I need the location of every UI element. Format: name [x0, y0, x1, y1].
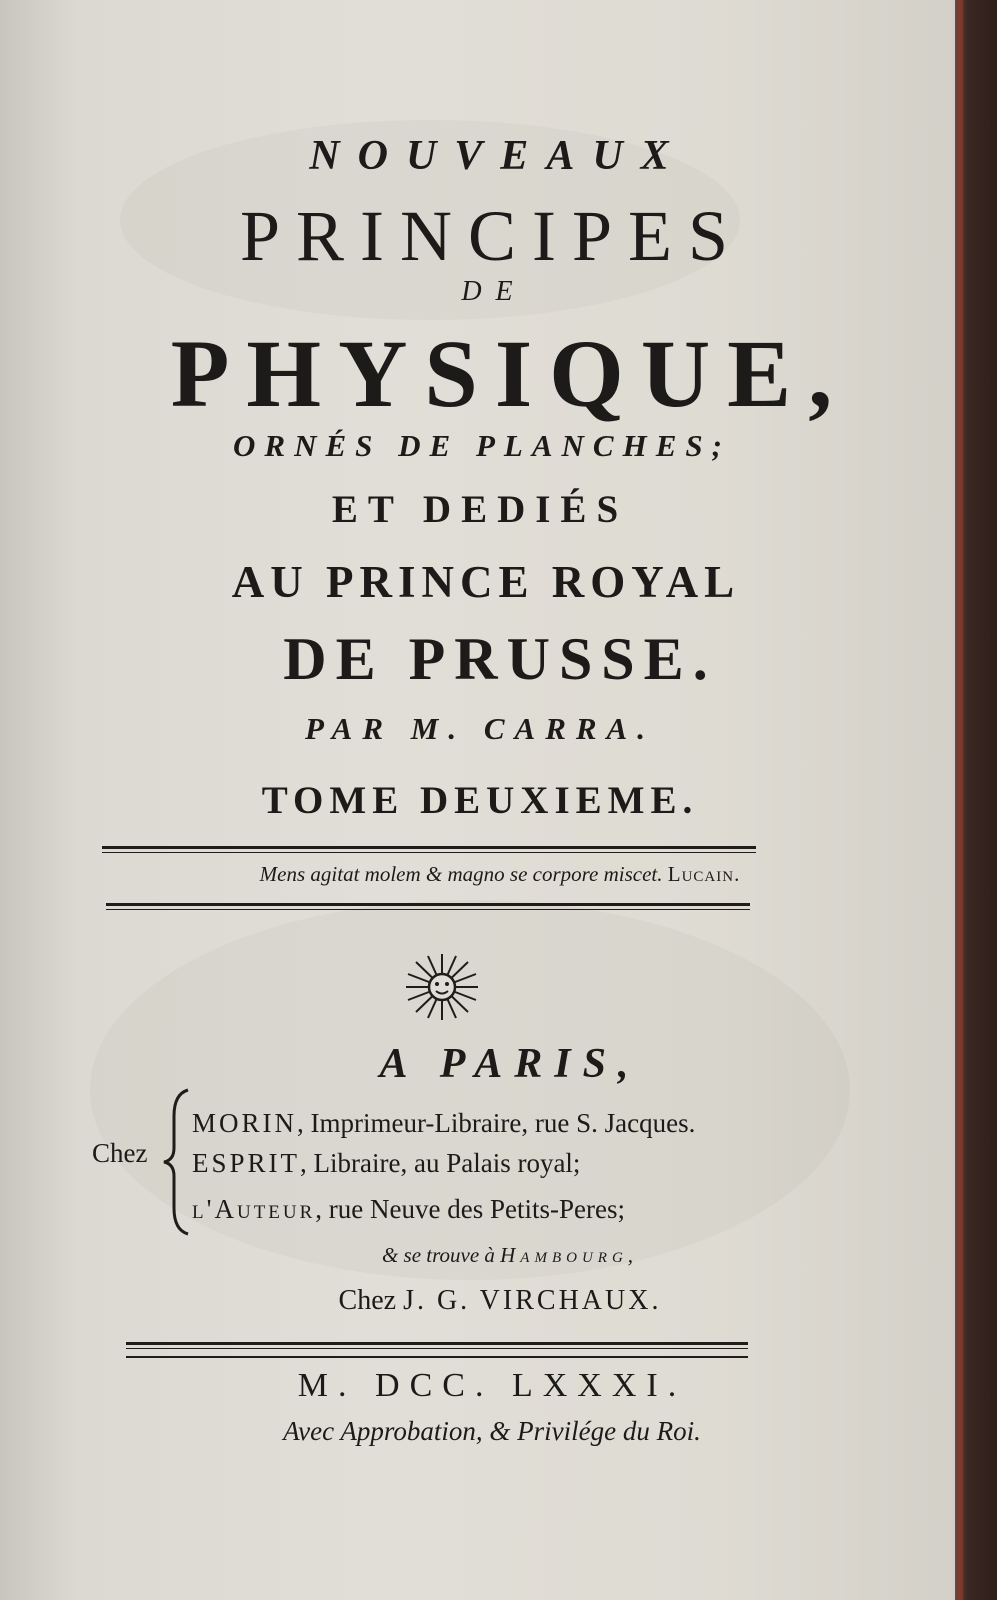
- also-found-line: [0, 1243, 960, 1268]
- imprint-place: A PARIS,: [379, 1041, 641, 1087]
- epigraph: [0, 862, 960, 887]
- epigraph-author: Lucain.: [667, 862, 741, 886]
- dedication-prince-royal: AU PRINCE ROYAL: [231, 557, 741, 607]
- publisher-name: MORIN: [192, 1108, 298, 1138]
- rule-top: [102, 846, 756, 849]
- distributor-prefix: Chez: [338, 1285, 397, 1316]
- sunburst-ornament-icon: [400, 950, 484, 1024]
- also-found-text: & se trouve à: [381, 1243, 495, 1267]
- epigraph-text: Mens agitat molem & magno se corpore miscet.: [259, 862, 663, 886]
- publisher-address: , rue Neuve des Petits-Peres;: [315, 1194, 625, 1224]
- approbation-line: Avec Approbation, & Privilége du Roi.: [283, 1416, 701, 1446]
- publisher-morin: [192, 1108, 695, 1139]
- publisher-auteur: [192, 1194, 625, 1225]
- chez-label: Chez: [92, 1138, 148, 1168]
- curly-brace-icon: [160, 1086, 192, 1238]
- also-found-city: Hambourg,: [500, 1243, 639, 1267]
- dedication-prusse: DE PRUSSE.: [283, 626, 717, 692]
- publisher-name: l'Auteur: [192, 1194, 316, 1224]
- subtitle-et-dedies: ET DEDIÉS: [331, 488, 629, 531]
- title-line-de: DE: [461, 276, 527, 307]
- distributor-line: [0, 1285, 960, 1317]
- title-line-nouveaux: NOUVEAUX: [309, 133, 687, 179]
- distributor-name: J. G. VIRCHAUX.: [403, 1285, 662, 1316]
- rule-date-top: [126, 1342, 748, 1345]
- publisher-address: , Libraire, au Palais royal;: [300, 1148, 581, 1178]
- publication-date: M. DCC. LXXXI.: [297, 1367, 687, 1404]
- subtitle-ornes: ORNÉS DE PLANCHES;: [233, 428, 731, 463]
- publisher-esprit: [192, 1148, 580, 1179]
- publisher-address: , Imprimeur-Libraire, rue S. Jacques.: [297, 1108, 696, 1138]
- binding-edge: [958, 0, 963, 1600]
- publisher-name: ESPRIT: [192, 1148, 301, 1178]
- rule-top-thin: [102, 852, 756, 853]
- rule-bottom: [106, 903, 750, 906]
- title-line-physique: PHYSIQUE,: [170, 320, 850, 427]
- rule-date-thin: [126, 1348, 748, 1349]
- rule-date-bottom: [126, 1356, 748, 1358]
- volume-label: TOME DEUXIEME.: [261, 779, 699, 822]
- rule-bottom-thin: [106, 909, 750, 910]
- author-line: PAR M. CARRA.: [305, 711, 655, 746]
- title-line-principes: PRINCIPES: [239, 196, 745, 276]
